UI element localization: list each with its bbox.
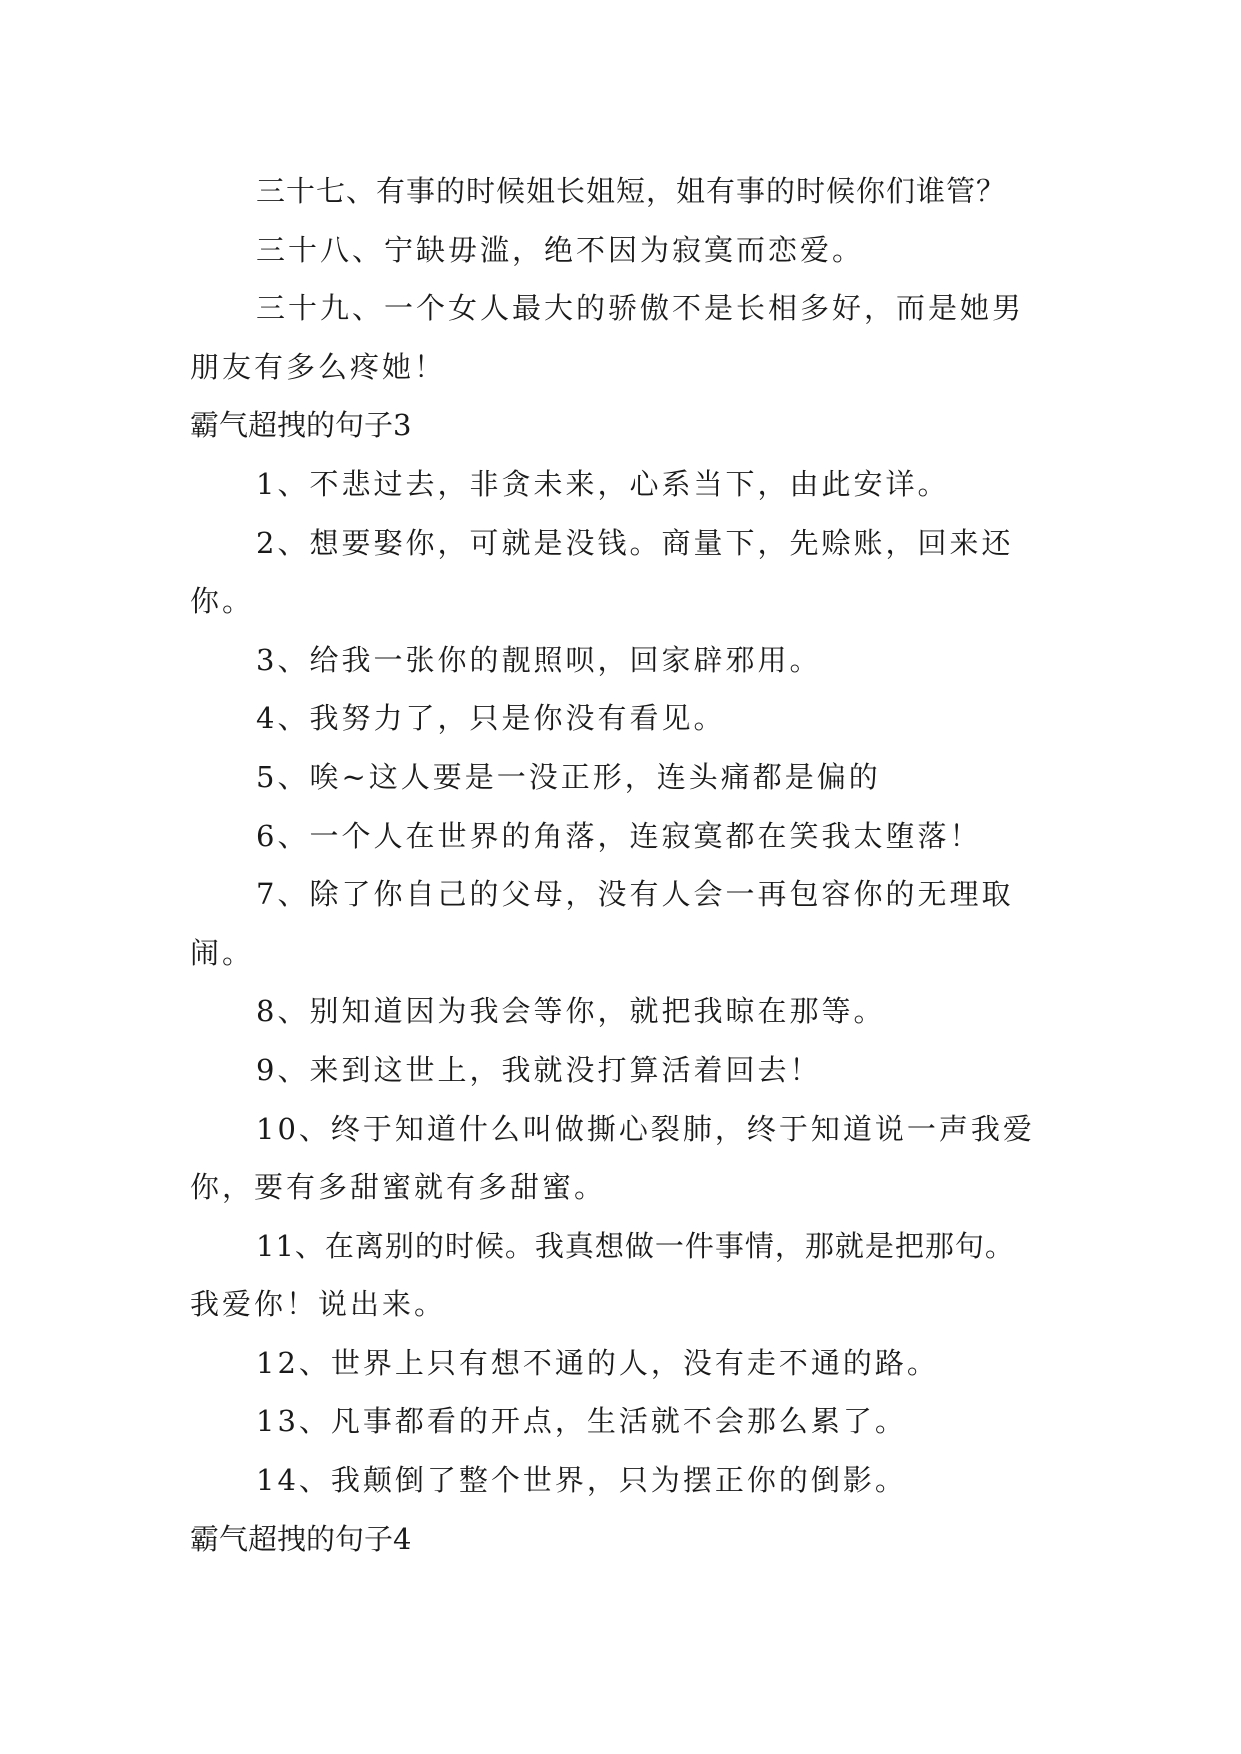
section-heading-3: 霸气超拽的句子3: [190, 408, 412, 443]
paragraph-13: 13、凡事都看的开点，生活就不会那么累了。: [256, 1404, 907, 1439]
paragraph-2: 2、想要娶你，可就是没钱。商量下，先赊账，回来还: [256, 525, 1014, 560]
paragraph-12: 12、世界上只有想不通的人，没有走不通的路。: [256, 1345, 939, 1380]
paragraph-4: 4、我努力了，只是你没有看见。: [256, 701, 726, 736]
paragraph-3: 3、给我一张你的靓照呗，回家辟邪用。: [256, 642, 822, 677]
paragraph-38: 三十八、宁缺毋滥，绝不因为寂寞而恋爱。: [256, 232, 865, 267]
paragraph-5: 5、唉~这人要是一没正形，连头痛都是偏的: [256, 759, 881, 794]
paragraph-7: 7、除了你自己的父母，没有人会一再包容你的无理取: [256, 877, 1014, 912]
paragraph-37: 三十七、有事的时候姐长姐短，姐有事的时候你们谁管？: [256, 174, 1007, 208]
paragraph-2-continuation: 你。: [190, 584, 255, 619]
paragraph-11-continuation: 我爱你！说出来。: [190, 1287, 447, 1322]
document-body: [190, 162, 1050, 1568]
paragraph-11: 11、在离别的时候。我真想做一件事情，那就是把那句。: [256, 1228, 1015, 1263]
paragraph-14: 14、我颠倒了整个世界，只为摆正你的倒影。: [256, 1463, 907, 1498]
paragraph-39: 三十九、一个女人最大的骄傲不是长相多好，而是她男: [256, 291, 1025, 326]
paragraph-7-continuation: 闹。: [190, 935, 255, 970]
paragraph-10: 10、终于知道什么叫做撕心裂肺，终于知道说一声我爱: [256, 1111, 1035, 1146]
paragraph-9: 9、来到这世上，我就没打算活着回去！: [256, 1052, 822, 1087]
paragraph-6: 6、一个人在世界的角落，连寂寞都在笑我太堕落！: [256, 818, 982, 853]
section-heading-4: 霸气超拽的句子4: [190, 1521, 412, 1556]
paragraph-8: 8、别知道因为我会等你，就把我晾在那等。: [256, 994, 886, 1029]
paragraph-1: 1、不悲过去，非贪未来，心系当下，由此安详。: [256, 466, 950, 501]
paragraph-39-continuation: 朋友有多么疼她！: [190, 349, 447, 384]
paragraph-10-continuation: 你，要有多甜蜜就有多甜蜜。: [190, 1170, 607, 1205]
